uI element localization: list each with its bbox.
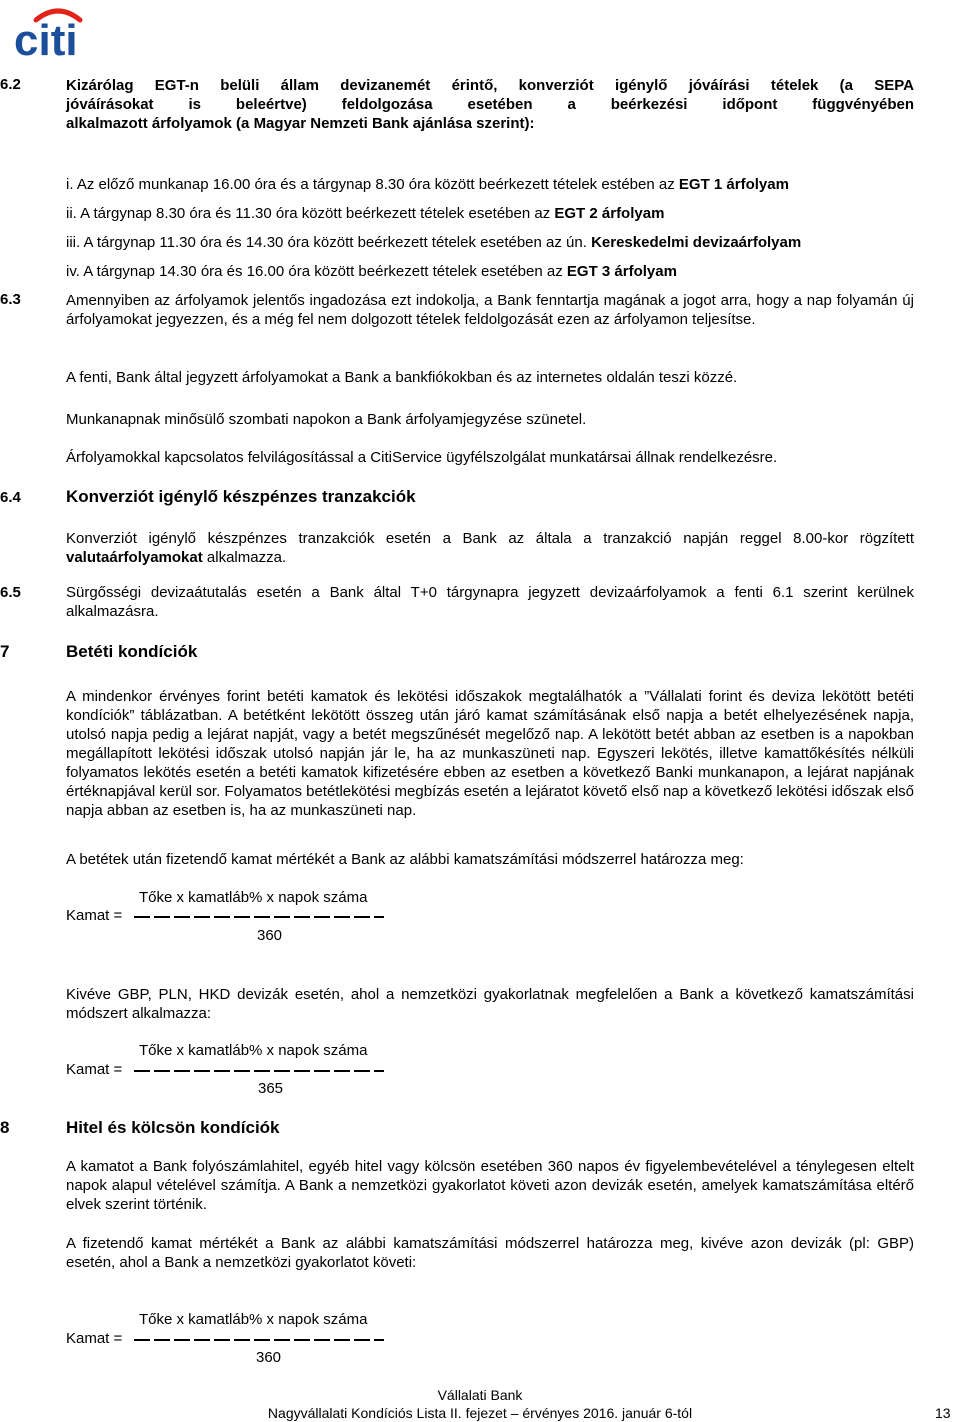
list-item xyxy=(66,262,677,281)
formula-label: Kamat = xyxy=(66,907,123,924)
list-item-bold: EGT 1 árfolyam xyxy=(678,176,789,193)
formula-numerator: Tőke x kamatláb% x napok száma xyxy=(139,889,368,906)
list-item xyxy=(66,204,664,223)
paragraph-text: Konverziót igénylő készpénzes tranzakciók esetén a Bank az általa a tranzakció napján reggel 8.00-kor rögzített xyxy=(66,530,914,547)
logo-text: citi xyxy=(14,16,78,58)
section-6-2-intro xyxy=(66,76,914,133)
list-item-text: iv. A tárgynap 14.30 óra és 16.00 óra között beérkezett tételek esetében az xyxy=(66,263,567,280)
formula-denominator: 360 xyxy=(256,1349,282,1366)
fraction-bar xyxy=(134,1070,384,1072)
formula-label: Kamat = xyxy=(66,1061,123,1078)
section-number: 6.4 xyxy=(0,489,21,506)
paragraph: Árfolyamokkal kapcsolatos felvilágosítással a CitiService ügyfélszolgálat munkatársai állnak rendelkezésre. xyxy=(66,449,778,466)
fraction-bar xyxy=(134,1339,384,1341)
intro-line: Kizárólag EGT-n belüli állam devizanemét érintő, konverziót igénylő jóváírási tételek (a SEPA xyxy=(66,77,914,94)
paragraph: A fenti, Bank által jegyzett árfolyamokat a Bank a bankfiókokban és az internetes oldalán teszi közzé. xyxy=(66,369,738,386)
list-item-bold: EGT 2 árfolyam xyxy=(554,205,665,222)
list-item-text: iii. A tárgynap 11.30 óra és 14.30 óra között beérkezett tételek esetében az ún. xyxy=(66,234,592,251)
footer-title: Vállalati Bank xyxy=(437,1387,523,1403)
formula-denominator: 365 xyxy=(258,1080,284,1097)
formula-numerator: Tőke x kamatláb% x napok száma xyxy=(139,1311,368,1328)
list-item-text: ii. A tárgynap 8.30 óra és 11.30 óra között beérkezett tételek esetében az xyxy=(66,205,555,222)
paragraph: Amennyiben az árfolyamok jelentős ingadozása ezt indokolja, a Bank fenntartja magának a jogot arra, hogy a nap folyamán új árfolyamokat jegyezzen, és a még fel nem dolgozott tételek feldolgozását ezen az árfolyamon teljesítse. xyxy=(66,292,914,328)
section-heading: Betéti kondíciók xyxy=(66,642,198,661)
paragraph: A fizetendő kamat mértékét a Bank az alábbi kamatszámítási módszerrel határozza meg, kivéve azon devizák (pl: GBP) esetén, ahol a Bank a nemzetközi gyakorlatot követi: xyxy=(66,1235,914,1271)
footer-subtitle: Nagyvállalati Kondíciós Lista II. fejezet – érvényes 2016. január 6-tól xyxy=(267,1405,693,1421)
list-item-bold: Kereskedelmi devizaárfolyam xyxy=(591,234,802,251)
paragraph: Kivéve GBP, PLN, HKD devizák esetén, ahol a nemzetközi gyakorlatnak megfelelően a Bank a következő kamatszámítási módszert alkalmazza: xyxy=(66,986,914,1022)
intro-line: jóváírásokat is beleértve) feldolgozása esetében a beérkezési időpont függvényében xyxy=(66,96,914,113)
section-number: 6.5 xyxy=(0,584,21,601)
list-item xyxy=(66,175,789,194)
paragraph-text: alkalmazza. xyxy=(202,549,287,566)
section-number: 7 xyxy=(0,642,10,661)
list-item-text: i. Az előző munkanap 16.00 óra és a tárgynap 8.30 óra között beérkezett tételek estében az xyxy=(66,176,679,193)
section-number: 6.2 xyxy=(0,76,21,93)
paragraph: Munkanapnak minősülő szombati napokon a Bank árfolyamjegyzése szünetel. xyxy=(66,411,587,428)
intro-line: alkalmazott árfolyamok (a Magyar Nemzeti Bank ajánlása szerint): xyxy=(66,115,535,132)
paragraph: A mindenkor érvényes forint betéti kamatok és lekötési időszakok megtalálhatók a ”Vállalati forint és deviza lekötött betéti kondíciók” táblázatban. A betétként lekötött összeg után járó kamat számításának első napja a betét elhelyezésének napja, utolsó napja pedig a lejárat napját, vagy a betét megszűnését megelőző nap. A lekötött betét abban az esetben is a napokban megállapított lekötési időszak utolsó napján jár le, ha az munkaszüneti nap. Egyszeri lekötés, illetve kamattőkésítés nélküli folyamatos lekötés esetén a betéti kamatok kifizetésére ebben az esetben a következő Banki munkanapon, a lejárat napjának értéknapjával kerül sor. Folyamatos betétlekötési megbízás esetén a lejáratot követő első nap a következő lekötési időszak első napja abban az esetben is, ha az munkaszüneti nap. xyxy=(66,688,914,819)
citi-logo xyxy=(14,6,94,58)
paragraph-bold: valutaárfolyamokat xyxy=(66,549,203,566)
list-item xyxy=(66,233,801,252)
paragraph xyxy=(66,529,914,567)
section-number: 6.3 xyxy=(0,291,21,308)
formula-numerator: Tőke x kamatláb% x napok száma xyxy=(139,1042,368,1059)
paragraph: Sürgősségi devizaátutalás esetén a Bank által T+0 tárgynapra jegyzett devizaárfolyamok a fenti 6.1 szerint kerülnek alkalmazásra. xyxy=(66,584,914,620)
fraction-bar xyxy=(134,916,384,918)
citi-logo-mark xyxy=(14,6,94,58)
section-heading: Konverziót igénylő készpénzes tranzakciók xyxy=(66,487,416,506)
section-number: 8 xyxy=(0,1118,10,1137)
list-item-bold: EGT 3 árfolyam xyxy=(566,263,677,280)
formula-label: Kamat = xyxy=(66,1330,123,1347)
formula-denominator: 360 xyxy=(257,927,283,944)
page-number: 13 xyxy=(935,1405,951,1421)
paragraph: A kamatot a Bank folyószámlahitel, egyéb hitel vagy kölcsön esetében 360 napos év figyelembevételével a ténylegesen eltelt napok alapul vételével számítja. A Bank a nemzetközi gyakorlatot követi azon devizák esetén, amelyek kamatszámítása eltérő elvek szerint történik. xyxy=(66,1158,914,1213)
section-heading: Hitel és kölcsön kondíciók xyxy=(66,1118,280,1137)
paragraph: A betétek után fizetendő kamat mértékét a Bank az alábbi kamatszámítási módszerrel határozza meg: xyxy=(66,851,744,868)
